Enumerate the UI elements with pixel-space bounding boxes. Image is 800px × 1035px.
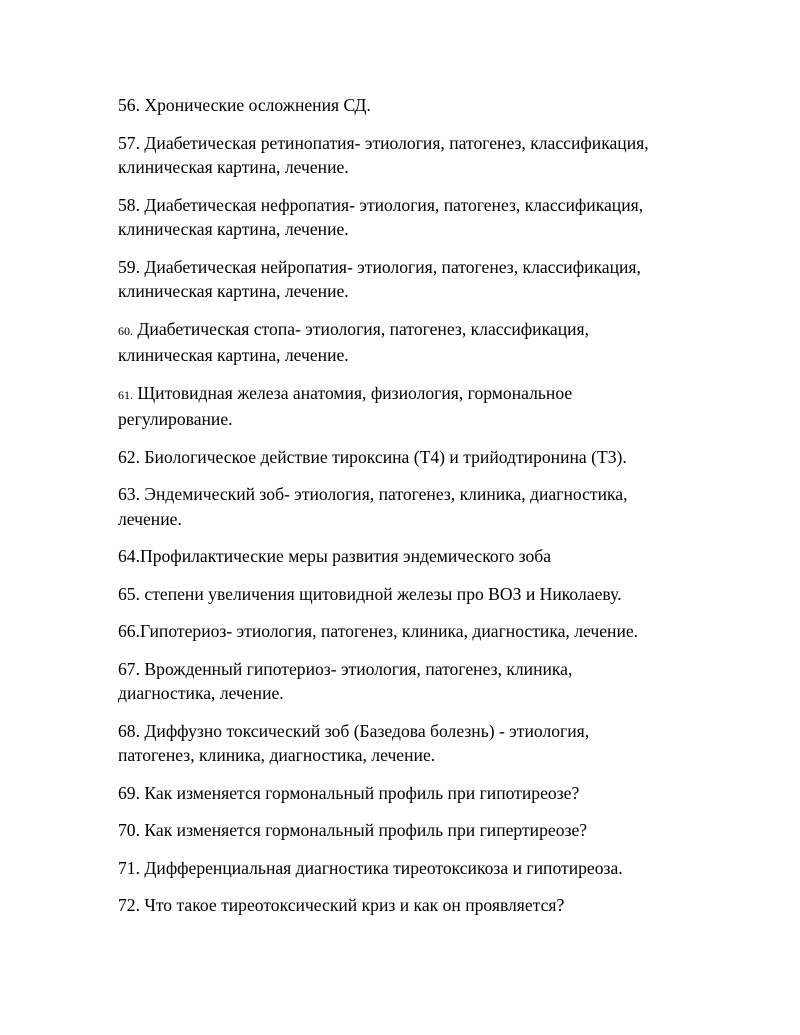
item-number: 66. (118, 621, 140, 641)
item-line (118, 893, 718, 918)
item-text: Биологическое действие тироксина (Т4) и трийодтиронина (Т3). (144, 446, 627, 467)
item-line (118, 818, 718, 843)
item-text: Хронические осложнения СД. (144, 95, 371, 115)
list-item (118, 582, 718, 607)
item-text: Врожденный гипотериоз- этиология, патогенез, клиника, (144, 658, 573, 679)
list-item (118, 657, 718, 706)
item-line (118, 657, 718, 682)
item-number: 72. (118, 895, 140, 915)
item-number: 70. (118, 820, 140, 840)
list-item (118, 445, 718, 470)
item-text: Диабетическая нефропатия- этиология, патогенез, классификация, (144, 194, 644, 215)
item-line (118, 381, 718, 408)
item-text: Диабетическая ретинопатия- этиология, патогенез, классификация, (144, 132, 649, 153)
item-line (118, 317, 718, 344)
list-item (118, 619, 718, 644)
item-number: 67. (118, 658, 140, 679)
item-text-continued: клиническая картина, лечение. (118, 157, 349, 177)
item-number: 64. (118, 546, 140, 566)
item-number: 62. (118, 446, 140, 467)
item-line (118, 131, 718, 156)
list-item (118, 317, 718, 368)
item-number: 60. (118, 323, 133, 338)
item-line (118, 582, 718, 607)
list-item (118, 131, 718, 180)
item-text-continued: клиническая картина, лечение. (118, 345, 349, 365)
item-line (118, 619, 718, 644)
item-text: Щитовидная железа анатомия, физиология, гормональное (137, 382, 573, 403)
item-line (118, 193, 718, 218)
item-line (118, 719, 718, 744)
list-item (118, 193, 718, 242)
list-item (118, 381, 718, 432)
item-text-continued: лечение. (118, 508, 182, 529)
item-number: 59. (118, 256, 140, 277)
item-text: Диффузно токсический зоб (Базедова болезнь) - этиология, (144, 720, 590, 741)
item-line (118, 856, 718, 881)
item-text: Профилактические меры развития эндемического зоба (140, 546, 552, 566)
item-line (118, 482, 718, 507)
list-item (118, 893, 718, 918)
item-text-continued: патогенез, клиника, диагностика, лечение. (118, 745, 436, 765)
item-line (118, 544, 718, 569)
item-text-continued: диагностика, лечение. (118, 683, 284, 703)
item-text: Как изменяется гормональный профиль при гипертиреозе? (144, 820, 588, 840)
item-text-continued: клиническая картина, лечение. (118, 281, 349, 301)
list-item (118, 482, 718, 531)
item-text-continued: регулирование. (118, 409, 233, 429)
item-text: степени увеличения щитовидной железы про ВОЗ и Николаеву. (144, 583, 622, 604)
item-number: 65. (118, 583, 140, 604)
item-text: Как изменяется гормональный профиль при гипотиреозе? (144, 782, 580, 803)
list-item (118, 255, 718, 304)
item-number: 68. (118, 720, 140, 741)
item-number: 58. (118, 194, 140, 215)
list-item (118, 93, 718, 118)
item-line (118, 781, 718, 806)
item-text: Диабетическая нейропатия- этиология, патогенез, классификация, (144, 256, 641, 277)
item-text: Что такое тиреотоксический криз и как он проявляется? (144, 895, 565, 915)
item-text-continued: клиническая картина, лечение. (118, 219, 349, 239)
item-text: Диабетическая стопа- этиология, патогенез, классификация, (137, 318, 590, 339)
list-item (118, 856, 718, 881)
item-number: 71. (118, 857, 140, 878)
item-text: Эндемический зоб- этиология, патогенез, клиника, диагностика, (144, 484, 628, 504)
item-line (118, 255, 718, 280)
item-number: 61. (118, 387, 133, 402)
item-line (118, 93, 718, 118)
item-number: 63. (118, 484, 140, 504)
item-number: 69. (118, 782, 140, 803)
list-item (118, 719, 718, 768)
list-item (118, 544, 718, 569)
item-number: 57. (118, 132, 140, 153)
question-list (118, 93, 718, 931)
list-item (118, 818, 718, 843)
list-item (118, 781, 718, 806)
item-line (118, 445, 718, 470)
item-text: Гипотериоз- этиология, патогенез, клиника, диагностика, лечение. (140, 621, 639, 641)
item-text: Дифференциальная диагностика тиреотоксикоза и гипотиреоза. (144, 857, 623, 878)
item-number: 56. (118, 95, 140, 115)
